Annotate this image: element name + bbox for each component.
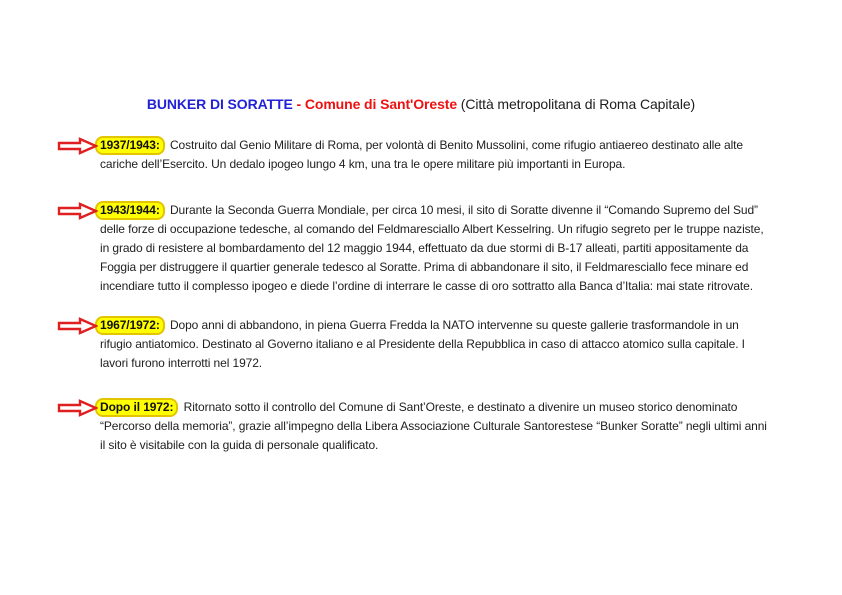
date-highlight: 1967/1972:	[95, 316, 165, 335]
red-block-arrow-icon	[57, 137, 98, 155]
title-bunker-di-soratte: BUNKER DI SORATTE	[146, 96, 293, 112]
paragraph	[100, 398, 770, 455]
section-1943-1944	[57, 201, 772, 296]
page-title	[0, 96, 842, 112]
paragraph	[100, 201, 770, 296]
red-block-arrow-icon	[57, 399, 98, 417]
title-comune: - Comune di Sant'Oreste	[292, 96, 461, 112]
paragraph-text: Ritornato sotto il controllo del Comune di Sant’Oreste, e destinato a divenire un museo storico denominato “Percorso della memoria”, grazie all’impegno della Libera Associazione Culturale Santorestese “Bunker Soratte” negli ultimi anni il sito è visitabile con la guida di personale qualificato.	[100, 400, 767, 452]
section-dopo-il-1972	[57, 398, 772, 455]
date-highlight: Dopo il 1972:	[95, 398, 178, 417]
red-block-arrow-icon	[57, 317, 98, 335]
paragraph-text: Durante la Seconda Guerra Mondiale, per circa 10 mesi, il sito di Soratte divenne il “Comando Supremo del Sud” delle forze di occupazione tedesche, al comando del Feldmaresciallo Albert Kesselring. Un rifugio segreto per le truppe naziste, in grado di resistere al bombardamento del 12 maggio 1944, effettuato da due stormi di B-17 alleati, partiti appositamente da Foggia per distruggere il quartier generale tedesco al Soratte. Prima di abbandonare il sito, il Feldmaresciallo fece minare ed incendiare tutto il complesso ipogeo e diede l’ordine di interrare le casse di oro sottratto alla Banca d’Italia: mai state ritrovate.	[100, 203, 764, 293]
red-block-arrow-icon	[57, 202, 98, 220]
paragraph	[100, 136, 770, 174]
date-highlight: 1943/1944:	[95, 201, 165, 220]
title-citta-metropolitana: (Città metropolitana di Roma Capitale)	[460, 96, 696, 112]
section-1937-1943	[57, 136, 772, 174]
paragraph-text: Dopo anni di abbandono, in piena Guerra Fredda la NATO intervenne su queste gallerie trasformandole in un rifugio antiatomico. Destinato al Governo italiano e al Presidente della Repubblica in caso di attacco atomico sulla capitale. I lavori furono interrotti nel 1972.	[100, 318, 745, 370]
paragraph	[100, 316, 770, 373]
date-highlight: 1937/1943:	[95, 136, 165, 155]
section-1967-1972	[57, 316, 772, 373]
paragraph-text: Costruito dal Genio Militare di Roma, per volontà di Benito Mussolini, come rifugio antiaereo destinato alle alte cariche dell’Esercito. Un dedalo ipogeo lungo 4 km, una tra le opere militare più importanti in Europa.	[100, 138, 743, 171]
